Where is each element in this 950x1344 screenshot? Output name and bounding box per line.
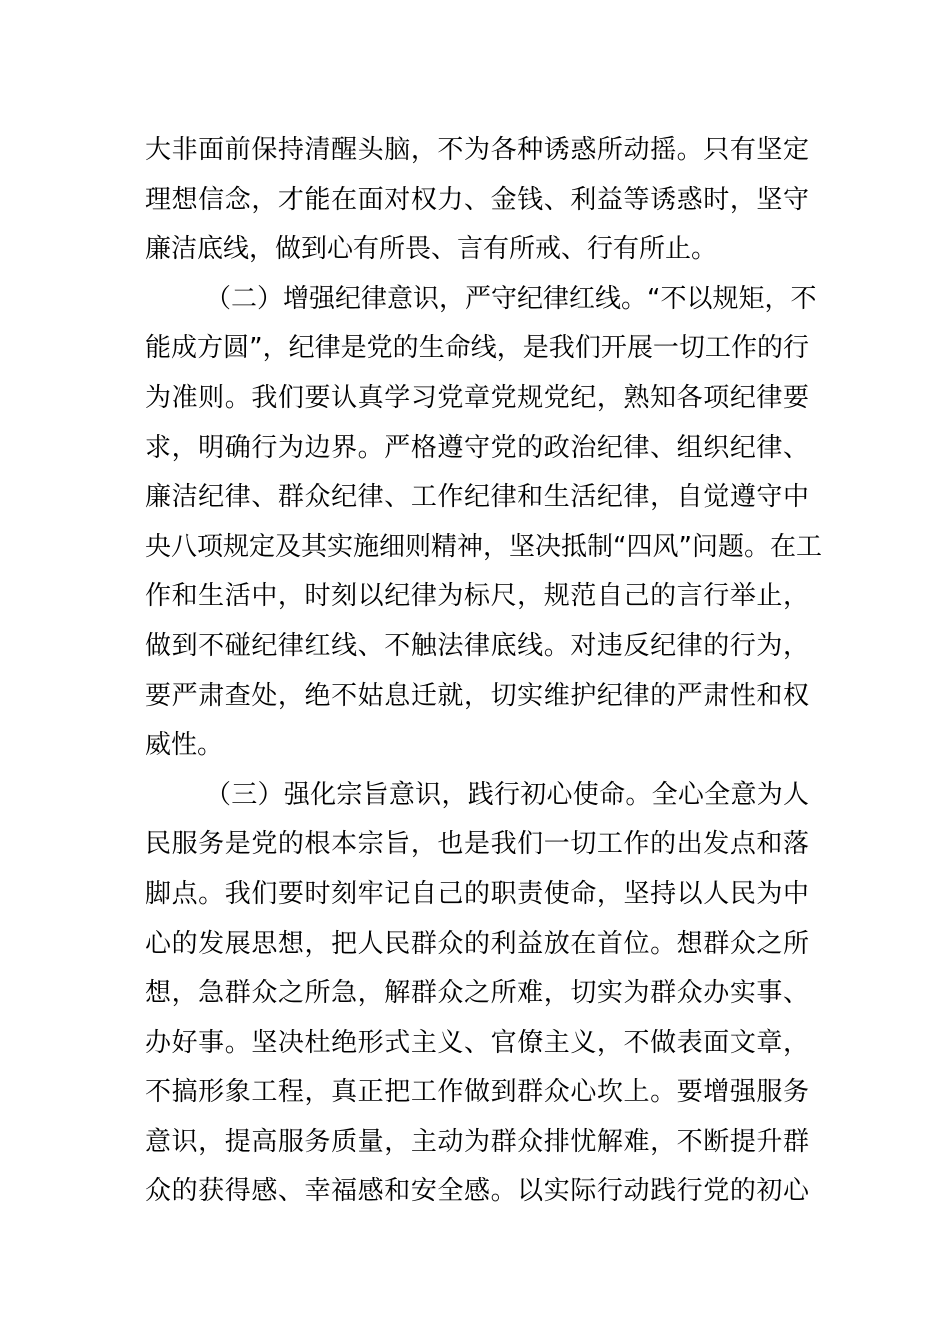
text-line: 威性。 <box>145 730 224 761</box>
text-line: 为准则。我们要认真学习党章党规党纪，熟知各项纪律要 <box>145 382 809 413</box>
text-line: 理想信念，才能在面对权力、金钱、利益等诱惑时，坚守 <box>145 184 809 215</box>
text-line: 民服务是党的根本宗旨，也是我们一切工作的出发点和落 <box>145 829 809 860</box>
text-line: 脚点。我们要时刻牢记自己的职责使命，坚持以人民为中 <box>145 878 809 909</box>
text-line: 办好事。坚决杜绝形式主义、官僚主义，不做表面文章， <box>145 1027 809 1058</box>
text-line: 能成方圆”，纪律是党的生命线，是我们开展一切工作的行 <box>145 333 809 364</box>
section-heading-line: （二）增强纪律意识，严守纪律红线。“不以规矩，不 <box>205 283 817 314</box>
text-line: 想，急群众之所急，解群众之所难，切实为群众办实事、 <box>145 978 809 1009</box>
text-line: 意识，提高服务质量，主动为群众排忧解难，不断提升群 <box>145 1126 809 1157</box>
text-line: 做到不碰纪律红线、不触法律底线。对违反纪律的行为， <box>145 630 809 661</box>
text-line: 廉洁底线，做到心有所畏、言有所戒、行有所止。 <box>145 234 718 265</box>
text-line: 众的获得感、幸福感和安全感。以实际行动践行党的初心 <box>145 1176 809 1207</box>
text-line: 求，明确行为边界。严格遵守党的政治纪律、组织纪律、 <box>145 432 809 463</box>
section-heading-line: （三）强化宗旨意识，践行初心使命。全心全意为人 <box>205 779 809 810</box>
text-line: 央八项规定及其实施细则精神，坚决抵制“四风”问题。在工 <box>145 531 822 562</box>
text-line: 大非面前保持清醒头脑，不为各种诱惑所动摇。只有坚定 <box>145 135 809 165</box>
body-text <box>145 126 822 1217</box>
text-line: 廉洁纪律、群众纪律、工作纪律和生活纪律，自觉遵守中 <box>145 482 809 513</box>
text-line: 心的发展思想，把人民群众的利益放在首位。想群众之所 <box>145 928 809 959</box>
text-line: 不搞形象工程，真正把工作做到群众心坎上。要增强服务 <box>145 1077 809 1108</box>
text-line: 作和生活中，时刻以纪律为标尺，规范自己的言行举止， <box>145 581 809 612</box>
text-line: 要严肃查处，绝不姑息迁就，切实维护纪律的严肃性和权 <box>145 680 809 711</box>
